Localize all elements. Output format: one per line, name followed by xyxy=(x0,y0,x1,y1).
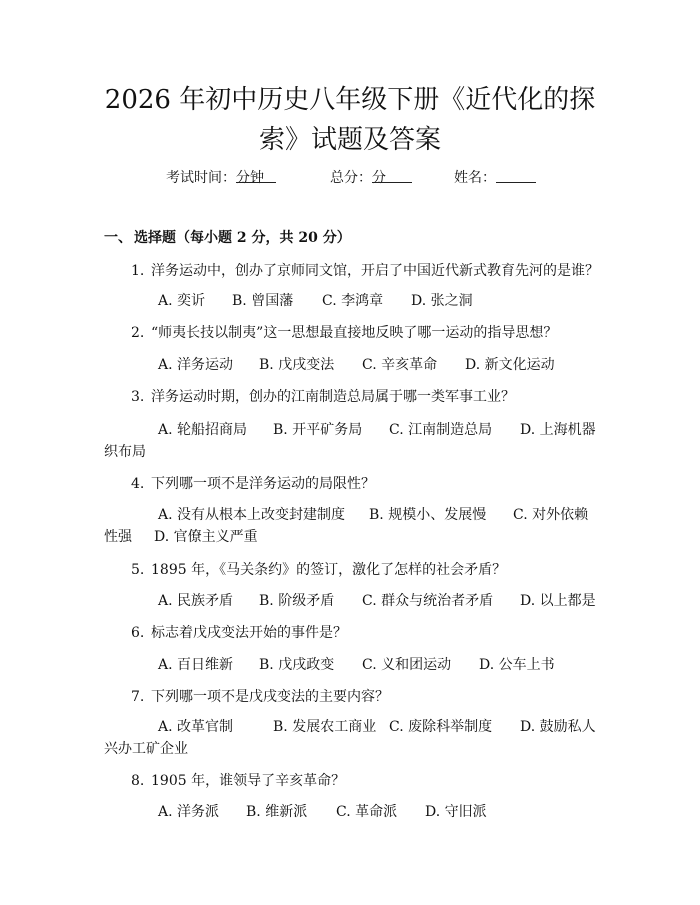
question-text: 标志着戊戌变法开始的事件是？ xyxy=(151,625,347,641)
time-label: 考试时间： xyxy=(166,170,236,186)
question-7-option-continuation: 兴办工矿企业 xyxy=(104,741,188,757)
option-b: B. 开平矿务局 xyxy=(273,422,363,438)
question-2 xyxy=(131,323,557,343)
option-d: D. 公车上书 xyxy=(479,657,555,673)
option-b: B. 阶级矛盾 xyxy=(259,593,335,609)
question-number: 7. xyxy=(131,689,145,705)
score-label: 总分： xyxy=(330,170,372,186)
option-d: D. 新文化运动 xyxy=(465,357,555,373)
question-number: 2. xyxy=(131,325,145,341)
question-number: 8. xyxy=(131,773,145,789)
question-text: “师夷长技以制夷”这一思想最直接地反映了哪一运动的指导思想？ xyxy=(151,325,558,341)
question-3-option-continuation: 织布局 xyxy=(104,444,146,460)
question-1 xyxy=(131,261,599,281)
option-c: C. 义和团运动 xyxy=(362,657,452,673)
option-b: B. 戊戌变法 xyxy=(259,357,335,373)
option-c: C. 对外依赖 xyxy=(513,507,589,523)
question-6 xyxy=(131,623,347,643)
option-a: A. 洋务派 xyxy=(158,804,220,820)
option-b: B. 规模小、发展慢 xyxy=(369,507,487,523)
option-d: D. 官僚主义严重 xyxy=(154,529,258,545)
exam-title-line-2: 索》试题及答案 xyxy=(258,125,441,155)
question-number: 6. xyxy=(131,625,145,641)
option-d: D. 张之洞 xyxy=(411,293,473,309)
time-blank xyxy=(236,168,276,183)
option-d: D. 上海机器 xyxy=(520,422,596,438)
name-blank xyxy=(496,168,536,183)
option-d: D. 以上都是 xyxy=(520,593,596,609)
option-c: C. 群众与统治者矛盾 xyxy=(362,593,494,609)
option-b: B. 发展农工商业 xyxy=(273,719,377,735)
option-c: C. 江南制造总局 xyxy=(389,422,493,438)
question-4-option-continuation xyxy=(104,527,258,547)
question-5 xyxy=(131,560,506,580)
question-number: 5. xyxy=(131,562,145,578)
option-c: C. 辛亥革命 xyxy=(362,357,438,373)
question-8 xyxy=(131,771,345,791)
option-a: A. 洋务运动 xyxy=(158,357,234,373)
option-a: A. 民族矛盾 xyxy=(158,593,234,609)
question-4 xyxy=(131,474,375,494)
option-a: A. 改革官制 xyxy=(158,719,234,735)
question-number: 3. xyxy=(131,389,145,405)
exam-title-line-1: 2026 年初中历史八年级下册《近代化的探 xyxy=(104,85,596,115)
option-a: A. 奕䜣 xyxy=(158,293,206,309)
question-3 xyxy=(131,387,515,407)
name-field xyxy=(454,168,496,188)
section-heading xyxy=(104,228,351,248)
time-field xyxy=(166,168,264,188)
question-text: 下列哪一项不是戊戌变法的主要内容？ xyxy=(151,689,389,705)
option-c: C. 废除科举制度 xyxy=(389,719,493,735)
section-title: 选择题（每小题 2 分，共 20 分） xyxy=(134,230,351,246)
question-text: 下列哪一项不是洋务运动的局限性？ xyxy=(151,476,375,492)
option-d: D. 守旧派 xyxy=(425,804,487,820)
option-a: A. 百日维新 xyxy=(158,657,234,673)
score-field xyxy=(330,168,386,188)
option-c: C. 李鸿章 xyxy=(322,293,384,309)
question-7 xyxy=(131,687,389,707)
option-c: C. 革命派 xyxy=(336,804,398,820)
time-unit: 分钟 xyxy=(236,170,264,186)
score-unit: 分 xyxy=(372,170,386,186)
option-b: B. 曾国藩 xyxy=(232,293,294,309)
name-label: 姓名： xyxy=(454,170,496,186)
option-d: D. 鼓励私人 xyxy=(520,719,596,735)
question-text: 1905 年，谁领导了辛亥革命？ xyxy=(151,773,346,789)
score-blank xyxy=(372,168,412,183)
section-number: 一、 xyxy=(104,230,132,246)
continuation-text: 性强 xyxy=(104,529,132,545)
question-text: 洋务运动时期，创办的江南制造总局属于哪一类军事工业？ xyxy=(151,389,515,405)
question-text: 1895 年，《马关条约》的签订，激化了怎样的社会矛盾？ xyxy=(151,562,507,578)
question-number: 4. xyxy=(131,476,145,492)
option-b: B. 维新派 xyxy=(246,804,308,820)
option-b: B. 戊戌政变 xyxy=(259,657,335,673)
option-a: A. 轮船招商局 xyxy=(158,422,248,438)
question-text: 洋务运动中，创办了京师同文馆，开启了中国近代新式教育先河的是谁？ xyxy=(151,263,599,279)
option-a: A. 没有从根本上改变封建制度 xyxy=(158,507,346,523)
question-number: 1. xyxy=(131,263,145,279)
